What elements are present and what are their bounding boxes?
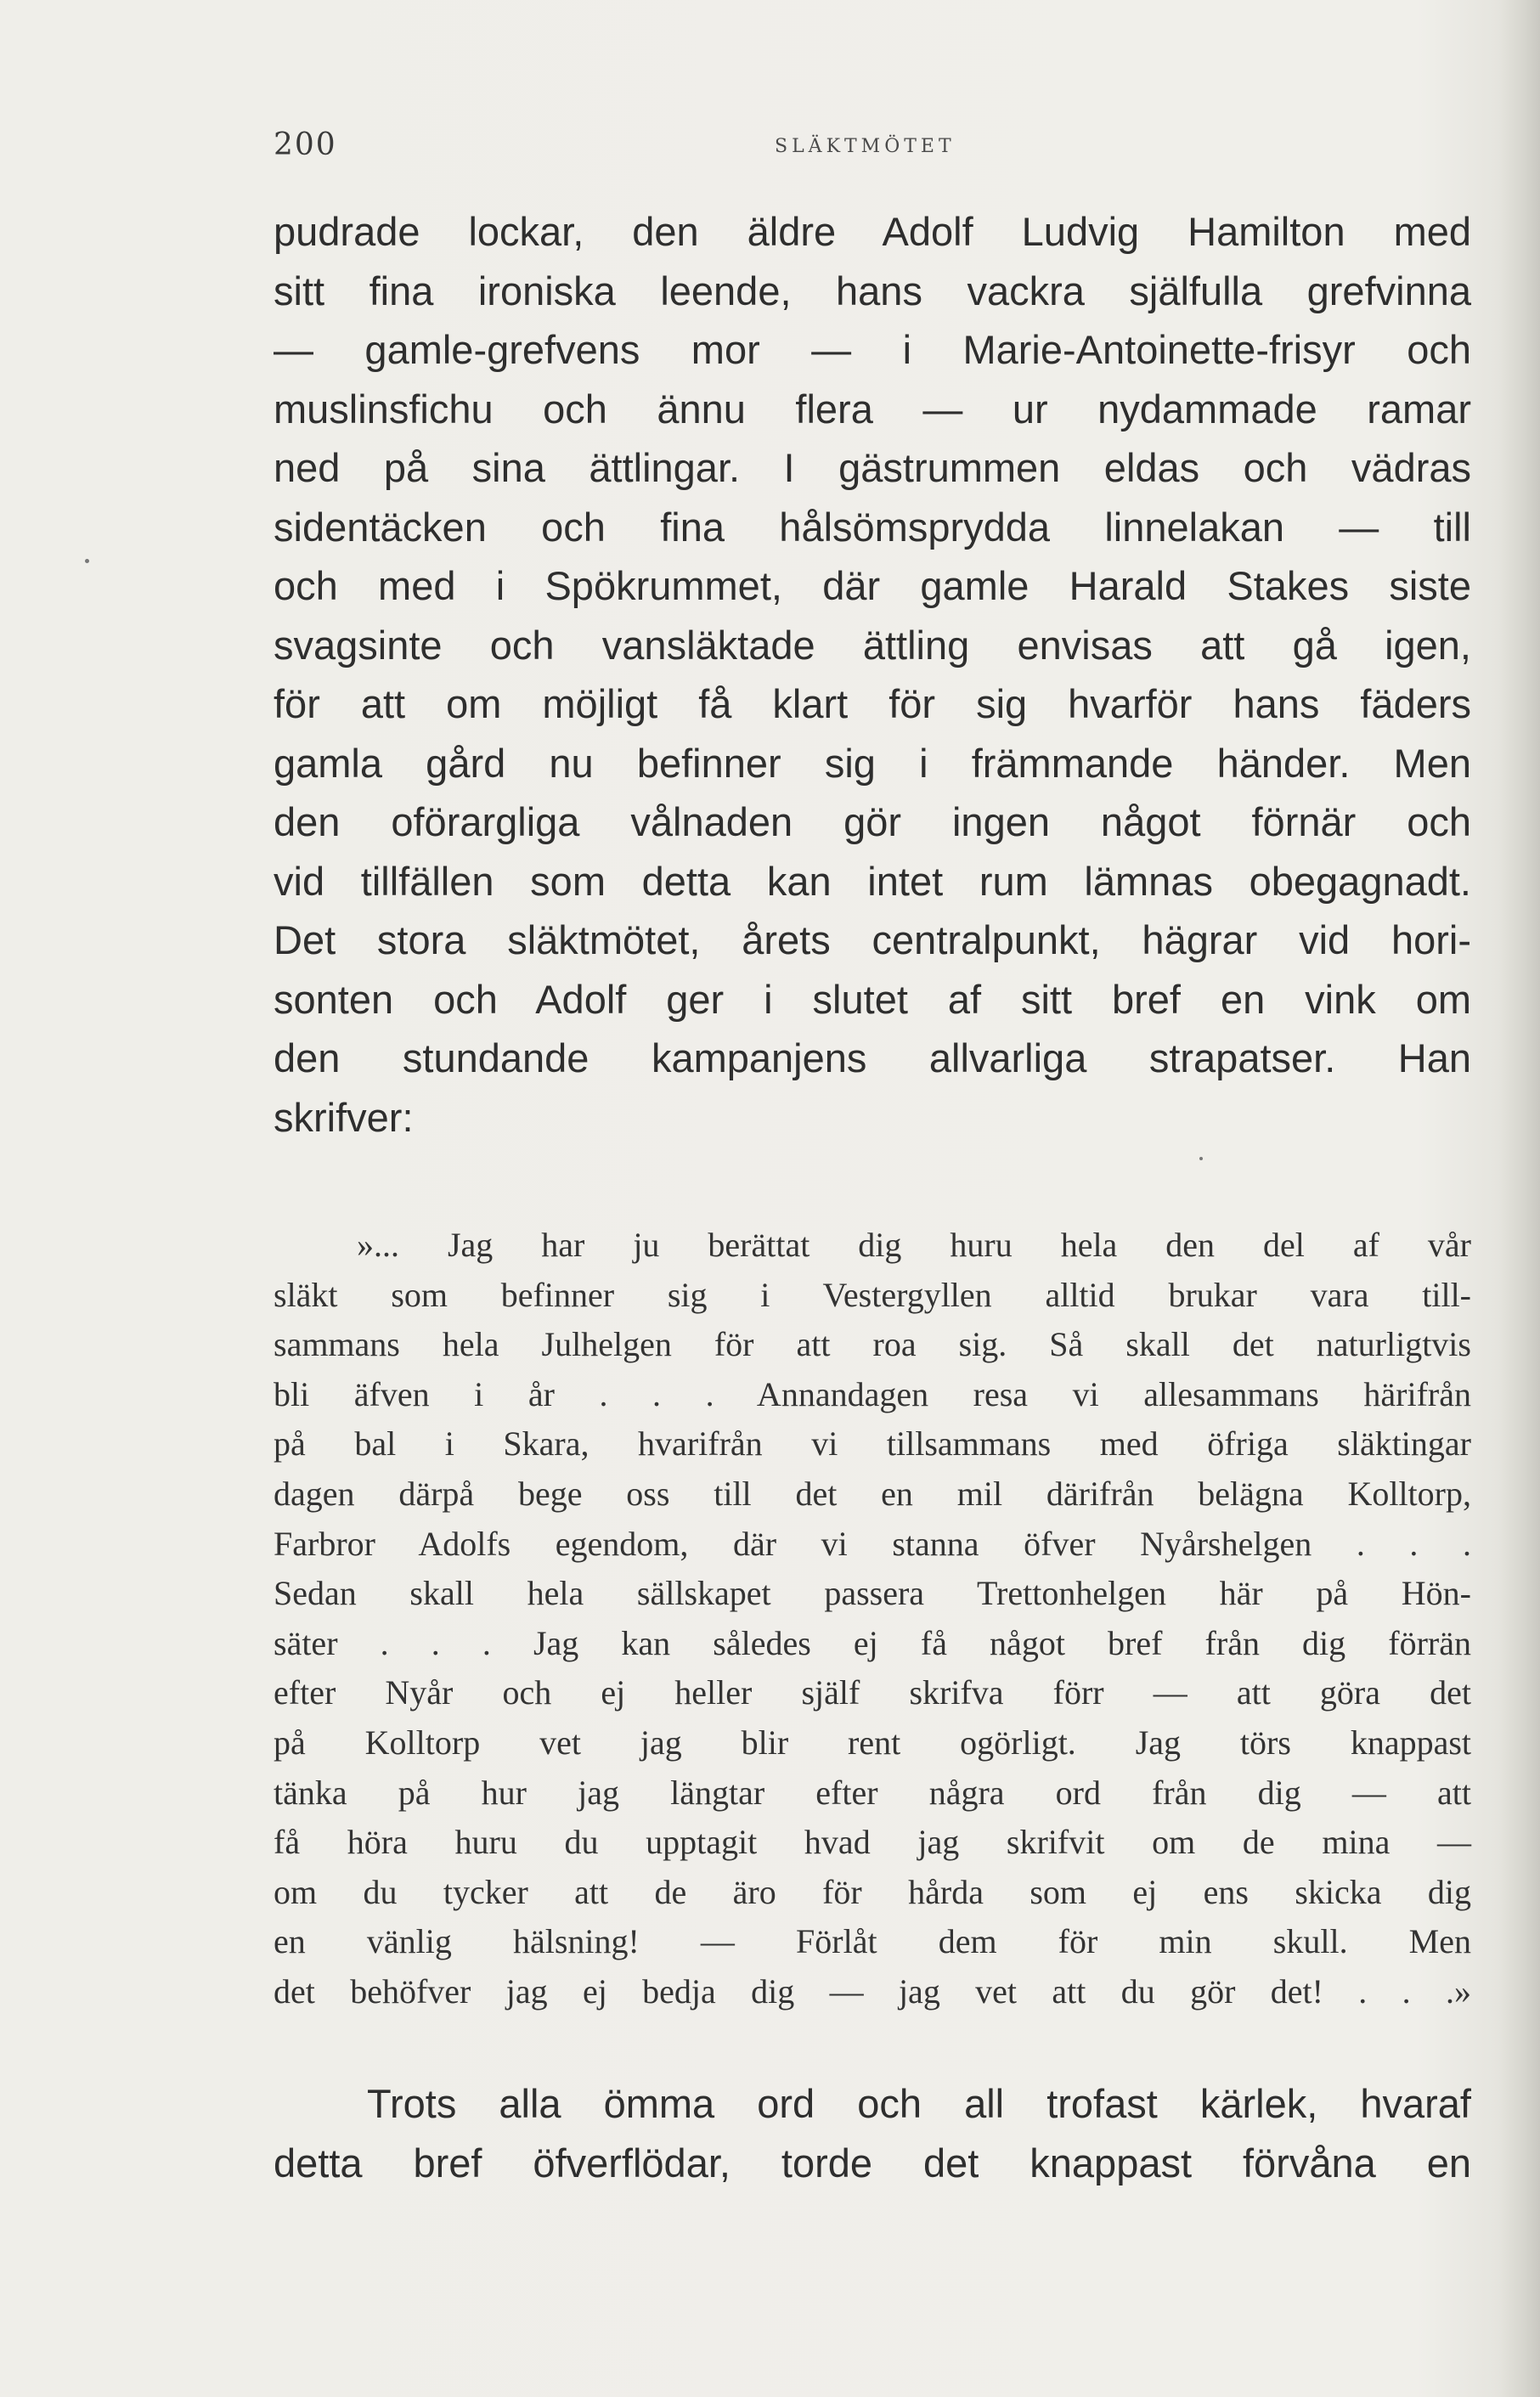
page-number: 200 [274,127,337,162]
quote-line: dagen därpå bege oss till det en mil därifrån belägna Kolltorp, [274,1474,1471,1513]
text-line: sitt fina ironiska leende, hans vackra själfulla grefvinna [274,268,1471,313]
text-line: för att om möjligt få klart för sig hvarför hans fäders [274,681,1471,726]
text-line: Det stora släktmötet, årets centralpunkt, hägrar vid hori- [274,917,1471,962]
text-line: svagsinte och vansläktade ättling envisas att gå igen, [274,622,1471,668]
quote-line: det behöfver jag ej bedja dig — jag vet att du gör det! . . .» [274,1971,1471,2011]
paper-speck [1199,1157,1203,1160]
running-head [274,127,1473,170]
text-line: Trots alla ömma ord och all trofast kärlek, hvaraf [367,2081,1471,2126]
text-line: den stundande kampanjens allvarliga strapatser. Han [274,1035,1471,1080]
quote-line: om du tycker att de äro för hårda som ej ens skicka dig [274,1872,1471,1911]
quote-line: en vänlig hälsning! — Förlåt dem för min skull. Men [274,1922,1471,1961]
quote-line: säter . . . Jag kan således ej få något bref från dig förrän [274,1623,1471,1662]
text-line: skrifver: [274,1094,414,1140]
text-line: vid tillfällen som detta kan intet rum lämnas obegagnadt. [274,858,1471,904]
main-paragraph [274,202,1471,1147]
text-line: och med i Spökrummet, där gamle Harald Stakes siste [274,563,1471,608]
quote-line: Sedan skall hela sällskapet passera Trettonhelgen här på Hön- [274,1574,1471,1613]
running-title: SLÄKTMÖTET [775,136,956,157]
text-line: den oförargliga vålnaden gör ingen något förnär och [274,799,1471,844]
quote-line: på Kolltorp vet jag blir rent ogörligt. Jag törs knappast [274,1723,1471,1762]
quote-line: släkt som befinner sig i Vestergyllen alltid brukar vara till- [274,1275,1471,1314]
quote-line: bli äfven i år . . . Annandagen resa vi allesammans härifrån [274,1374,1471,1413]
quote-line: Farbror Adolfs egendom, där vi stanna öfver Nyårshelgen . . . [274,1524,1471,1563]
page-edge-shadow [1501,0,1540,2397]
quote-line: »... Jag har ju berättat dig huru hela den del af vår [357,1226,1471,1264]
text-line: detta bref öfverflödar, torde det knappast förvåna en [274,2140,1471,2186]
paper-speck [85,559,89,563]
quote-line: tänka på hur jag längtar efter några ord från dig — att [274,1773,1471,1812]
text-line: ned på sina ättlingar. I gästrummen eldas och vädras [274,445,1471,490]
quote-line: efter Nyår och ej heller själf skrifva förr — att göra det [274,1673,1471,1712]
quote-line: få höra huru du upptagit hvad jag skrifvit om de mina — [274,1823,1471,1862]
text-line: — gamle-grefvens mor — i Marie-Antoinette-frisyr och [274,327,1471,372]
quoted-letter [274,1221,1471,2017]
text-line: sidentäcken och fina hålsömsprydda linnelakan — till [274,504,1471,550]
closing-paragraph [274,2074,1471,2192]
text-line: pudrade lockar, den äldre Adolf Ludvig Hamilton med [274,209,1471,254]
text-line: sonten och Adolf ger i slutet af sitt bref en vink om [274,976,1471,1022]
quote-line: sammans hela Julhelgen för att roa sig. Så skall det naturligtvis [274,1325,1471,1364]
text-line: gamla gård nu befinner sig i främmande händer. Men [274,740,1471,786]
quote-line: på bal i Skara, hvarifrån vi tillsammans med öfriga släktingar [274,1424,1471,1464]
text-line: muslinsfichu och ännu flera — ur nydammade ramar [274,386,1471,431]
